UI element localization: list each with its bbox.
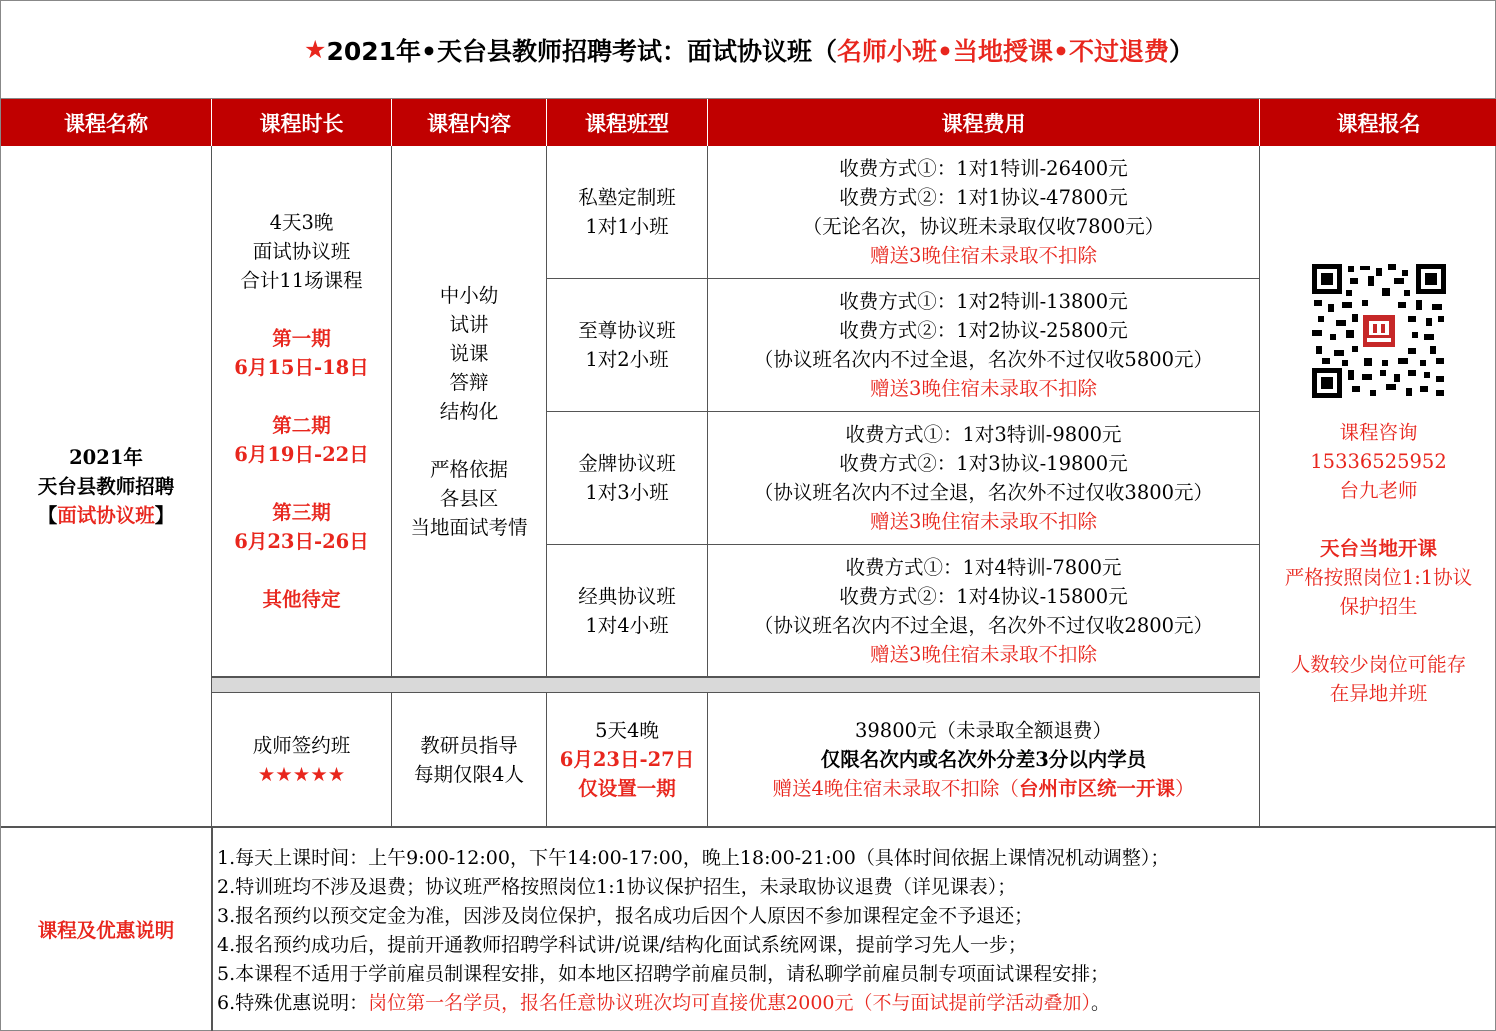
period-dates: 6月23日-26日: [234, 530, 369, 553]
note-item: 5.本课程不适用于学前雇员制课程安排，如本地区招聘学前雇员制，请私聊学前雇员制专项面试课程安排；: [217, 963, 1110, 985]
signing-name: 成师签约班: [252, 733, 351, 757]
note-item: [217, 989, 1496, 1018]
signing-once: 仅设置一期: [578, 777, 676, 800]
fee-note: （协议班名次内不过全退，名次外不过仅收3800元）: [753, 481, 1214, 504]
signing-name-cell: [212, 693, 392, 827]
signing-bonus-text: 赠送4晚住宿未录取不扣除（: [772, 777, 1019, 800]
signing-bonus: [773, 774, 1195, 803]
header-course-name: 课程名称: [1, 99, 212, 146]
class-type-name: 私塾定制班: [578, 186, 676, 209]
fee-option-2: 收费方式②：1对1协议-47800元: [839, 186, 1128, 209]
register-phone[interactable]: 15336525952: [1310, 450, 1447, 473]
signing-fee-cell: [708, 693, 1260, 827]
signing-duration: 5天4晚: [595, 719, 659, 742]
class-type-size: 1对4小班: [585, 613, 669, 637]
register-local: 天台当地开课: [1319, 537, 1437, 560]
content-line: 各县区: [439, 486, 499, 510]
fee-option-1: 收费方式①：1对3特训-9800元: [845, 423, 1122, 446]
register-consult: 课程咨询: [1339, 421, 1418, 444]
course-name-highlight: 面试协议班: [57, 503, 155, 527]
fee-note: （协议班名次内不过全退，名次外不过仅收5800元）: [753, 348, 1214, 371]
period-name: 第二期: [272, 414, 331, 437]
fee-option-2: 收费方式②：1对4协议-15800元: [839, 584, 1128, 608]
content-cell: [392, 146, 547, 677]
title-highlight: 名师小班•当地授课•不过退费: [837, 36, 1169, 66]
content-line: 当地面试考情: [410, 515, 528, 539]
bracket-open: 【: [37, 503, 58, 527]
register-policy: 保护招生: [1339, 595, 1418, 618]
register-note: 人数较少岗位可能存: [1290, 653, 1467, 676]
duration-cell: [212, 146, 392, 677]
fee-option-2: 收费方式②：1对3协议-19800元: [839, 452, 1128, 475]
content-line: 说课: [449, 341, 489, 365]
page-title: [1, 1, 1496, 99]
class-type-cell: [547, 412, 708, 545]
note-item6-prefix: 6.特殊优惠说明：: [217, 992, 369, 1014]
note-item: 4.报名预约成功后，提前开通教师招聘学科试讲/说课/结构化面试系统网课，提前学习先人一步；: [217, 934, 1027, 956]
fee-note: （协议班名次内不过全退，名次外不过仅收2800元）: [753, 613, 1214, 637]
header-fee: 课程费用: [708, 99, 1260, 146]
content-line: 结构化: [439, 399, 499, 423]
period-dates: 6月15日-18日: [234, 356, 369, 379]
signing-restriction: 仅限名次内或名次外分差3分以内学员: [820, 748, 1147, 771]
class-type-name: 经典协议班: [578, 584, 676, 608]
content-line: 答辩: [449, 370, 489, 394]
fee-bonus: 赠送3晚住宿未录取不扣除: [870, 377, 1097, 400]
period-dates: 6月19日-22日: [234, 443, 369, 466]
fee-option-1: 收费方式①：1对4特训-7800元: [845, 555, 1122, 579]
note-item: 2.特训班均不涉及退费；协议班严格按照岗位1:1协议保护招生，未录取协议退费（详见课表）；: [217, 876, 1017, 898]
qr-code-icon[interactable]: [1312, 264, 1446, 398]
period-name: 第三期: [272, 501, 331, 524]
signing-fee: 39800元（未录取全额退费）: [854, 719, 1113, 742]
title-main: 2021年•天台县教师招聘考试：面试协议班（: [326, 36, 837, 66]
header-class-type: 课程班型: [547, 99, 708, 146]
header-duration: 课程时长: [212, 99, 392, 146]
class-type-size: 1对3小班: [585, 481, 669, 504]
class-type-size: 1对2小班: [585, 348, 669, 371]
note-item: 1.每天上课时间：上午9:00-12:00，下午14:00-17:00，晚上18:00-21:00（具体时间依据上课情况机动调整）；: [217, 847, 1170, 869]
duration-other: 其他待定: [262, 588, 341, 611]
signing-content: 教研员指导: [420, 733, 518, 757]
title-close: ）: [1168, 36, 1194, 66]
signing-content: 每期仅限4人: [414, 762, 524, 786]
signing-bonus-close: ）: [1174, 777, 1195, 800]
signing-stars-icon: ★★★★★: [257, 762, 346, 786]
register-teacher: 台九老师: [1339, 479, 1418, 502]
class-type-name: 至尊协议班: [578, 319, 676, 342]
class-type-cell: [547, 146, 708, 279]
fee-bonus: 赠送3晚住宿未录取不扣除: [870, 642, 1097, 666]
class-type-cell: [547, 545, 708, 677]
header-row: [1, 99, 1496, 146]
signing-bonus-location: 台州市区统一开课: [1018, 777, 1175, 800]
fee-cell: [708, 412, 1260, 545]
fee-note: （无论名次，协议班未录取仅收7800元）: [802, 215, 1165, 238]
header-content: 课程内容: [392, 99, 547, 146]
note-item6-suffix: 。: [1091, 992, 1111, 1014]
course-name-tag: [38, 501, 175, 530]
class-type-cell: [547, 279, 708, 412]
class-type-name: 金牌协议班: [578, 452, 676, 475]
notes-list: [212, 827, 1496, 1031]
fee-option-1: 收费方式①：1对1特训-26400元: [839, 157, 1128, 180]
notes-label: [1, 827, 212, 1031]
header-register: 课程报名: [1336, 111, 1421, 136]
fee-cell: [708, 146, 1260, 279]
register-policy: 严格按照岗位1:1协议: [1284, 566, 1473, 589]
note-item: 3.报名预约以预交定金为准，因涉及岗位保护，报名成功后因个人原因不参加课程定金不予退还；: [217, 905, 1034, 927]
class-type-size: 1对1小班: [585, 215, 669, 238]
course-name-cell: [1, 146, 212, 827]
fee-cell: [708, 545, 1260, 677]
fee-cell: [708, 279, 1260, 412]
content-line: 中小幼: [439, 283, 499, 307]
content-line: 严格依据: [429, 457, 508, 481]
course-name-title: 天台县教师招聘: [37, 474, 175, 498]
separator-band: [212, 677, 1260, 693]
bracket-close: 】: [154, 503, 175, 527]
register-note: 在异地并班: [1329, 682, 1428, 705]
duration-line: 面试协议班: [252, 240, 351, 263]
fee-option-1: 收费方式①：1对2特训-13800元: [839, 290, 1128, 313]
register-cell: [1260, 146, 1496, 827]
duration-line: 4天3晚: [269, 211, 334, 234]
notes-label-text: 课程及优惠说明: [37, 918, 175, 942]
duration-line: 合计11场课程: [240, 269, 363, 292]
fee-bonus: 赠送3晚住宿未录取不扣除: [870, 244, 1097, 267]
title-star-icon: ★: [304, 35, 327, 64]
signing-duration-cell: [547, 693, 708, 827]
period-name: 第一期: [272, 327, 331, 350]
fee-bonus: 赠送3晚住宿未录取不扣除: [870, 510, 1097, 533]
signing-content-cell: [392, 693, 547, 827]
content-line: 试讲: [449, 312, 489, 336]
note-item6-highlight: 岗位第一名学员，报名任意协议班次均可直接优惠2000元（不与面试提前学活动叠加）: [368, 992, 1091, 1014]
course-name-year: 2021年: [69, 445, 143, 469]
signing-dates: 6月23日-27日: [559, 748, 695, 771]
fee-option-2: 收费方式②：1对2协议-25800元: [839, 319, 1128, 342]
